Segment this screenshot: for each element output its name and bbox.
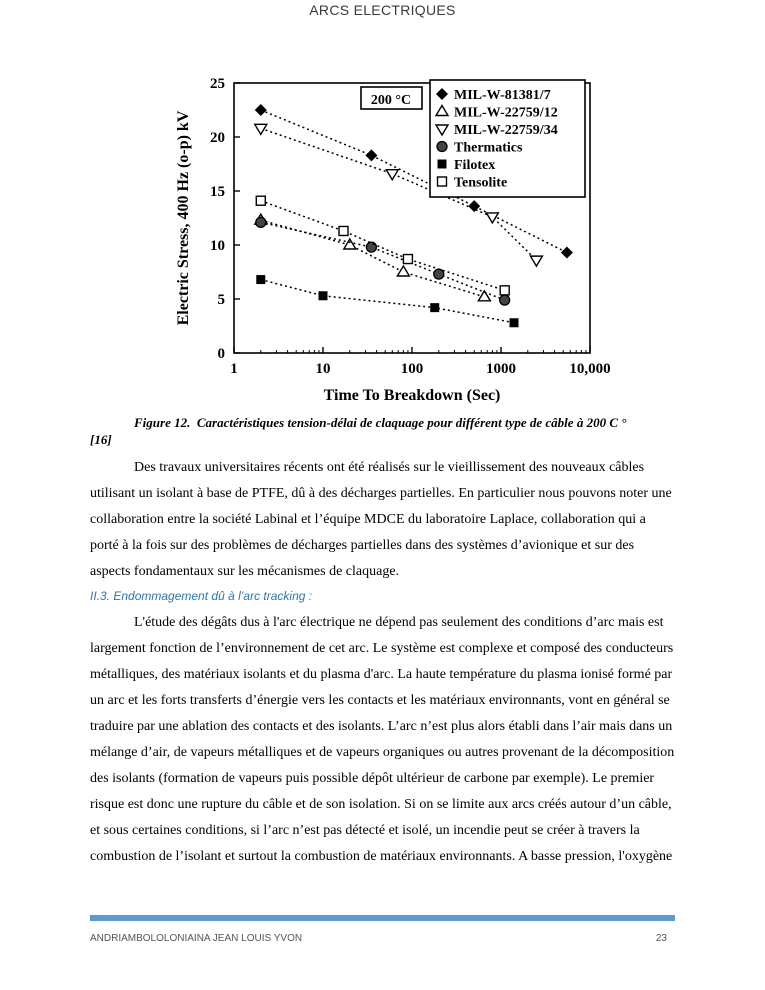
y-tick-label: 5 (217, 292, 225, 308)
caption-text: Caractéristiques tension-délai de claquage pour différent type de câble à 200 C ° (196, 415, 627, 430)
figure-chart (170, 70, 611, 405)
data-point (500, 286, 509, 295)
data-point (468, 200, 480, 212)
data-point (397, 266, 409, 276)
x-tick-label: 100 (400, 361, 424, 377)
x-tick-label: 1 (230, 361, 238, 377)
y-tick-label: 15 (210, 184, 225, 200)
breakdown-chart (170, 70, 611, 405)
page-header: ARCS ELECTRIQUES (309, 2, 456, 18)
legend-label: Tensolite (454, 175, 508, 191)
data-point (255, 104, 267, 116)
legend-label: Thermatics (454, 140, 523, 156)
section-heading: II.3. Endommagement dû à l’arc tracking : (90, 589, 313, 603)
paragraph-2 (90, 610, 675, 870)
data-point (366, 242, 376, 252)
series-trend-line (261, 220, 485, 297)
series-trend-line (261, 201, 505, 291)
caption-label: Figure 12. (134, 415, 191, 430)
x-tick-label: 1000 (486, 361, 516, 377)
legend-label: MIL-W-81381/7 (454, 88, 551, 103)
y-tick-label: 20 (210, 130, 225, 146)
temperature-annotation: 200 °C (370, 93, 412, 108)
legend-marker (438, 160, 447, 169)
data-point (500, 295, 510, 305)
y-axis-label: Electric Stress, 400 Hz (o-p) kV (175, 110, 192, 326)
footer-rule (90, 915, 675, 921)
data-point (530, 256, 542, 266)
data-point (319, 291, 328, 300)
legend-marker (438, 177, 447, 186)
data-point (486, 213, 498, 223)
paragraph-1 (90, 455, 675, 585)
legend-label: Filotex (454, 158, 496, 173)
legend-label: MIL-W-22759/34 (454, 123, 558, 138)
paragraph-1-text: Des travaux universitaires récents ont été réalisés sur le vieillissement des nouveaux câbles utilisant un isolant à base de PTFE, dû à des décharges partielles. En particulier nous pouvons noter une collaboration entre la société Labinal et l’équipe MDCE du laboratoire Laplace, collaboration qui a porté à la fois sur des problèmes de décharges partielles dans des systèmes d’avionique et sur des aspects fondamentaux sur les mécanismes de claquage. (90, 460, 672, 579)
y-tick-label: 10 (210, 238, 225, 254)
data-point (256, 217, 266, 227)
y-tick-label: 0 (217, 346, 225, 362)
figure-caption (90, 414, 675, 448)
x-tick-label: 10 (315, 361, 331, 377)
data-point (339, 226, 348, 235)
data-point (256, 196, 265, 205)
legend-label: MIL-W-22759/12 (454, 105, 558, 121)
legend-marker (437, 142, 447, 152)
x-tick-label: 10,000 (569, 361, 611, 377)
caption-ref: [16] (90, 432, 112, 447)
data-point (434, 269, 444, 279)
data-point (403, 255, 412, 264)
data-point (256, 275, 265, 284)
data-point (430, 303, 439, 312)
footer-author: ANDRIAMBOLOLONIAINA JEAN LOUIS YVON (90, 933, 303, 944)
y-tick-label: 25 (210, 76, 225, 92)
page-number: 23 (655, 933, 667, 944)
data-point (510, 318, 519, 327)
data-point (255, 124, 267, 134)
data-point (365, 149, 377, 161)
series-trend-line (261, 222, 505, 300)
paragraph-2-text: L'étude des dégâts dus à l'arc électrique ne dépend pas seulement des conditions d’arc mais est largement fonction de l’environnement de cet arc. Le système est complexe et composé des conducteurs métalliques, des matériaux isolants et du plasma d'arc. La haute température du plasma ionisé formé par un arc et les forts transferts d’énergie vers les contacts et les matériaux environnants, vont en général se traduire par une ablation des contacts et des isolants. L’arc n’est plus alors établi dans l’air mais dans un mélange d’air, de vapeurs métalliques et de vapeurs organiques ou autres provenant de la décomposition des isolants (formation de vapeurs puis possible dépôt ultérieur de carbone par exemple). Le premier risque est donc une rupture du câble et de son isolation. Si on se limite aux arcs créés autour d’un câble, et sous certaines conditions, si l’arc n’est pas détecté et isolé, un incendie peut se créer à travers la combustion de l’isolant et surtout la combustion de matériaux environnants. A basse pression, l'oxygène (90, 615, 675, 864)
data-point (386, 170, 398, 180)
data-point (561, 247, 573, 259)
series-trend-line (261, 280, 514, 323)
x-axis-label: Time To Breakdown (Sec) (323, 387, 501, 404)
